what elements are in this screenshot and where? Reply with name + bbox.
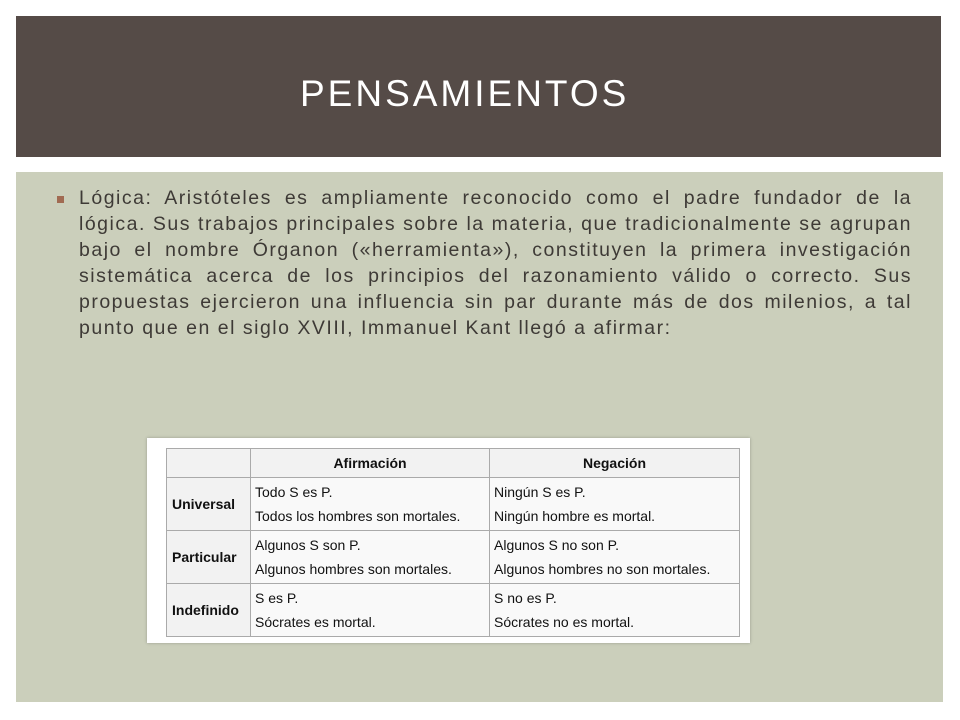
table-image-frame bbox=[147, 438, 750, 643]
header-negation: Negación bbox=[490, 449, 740, 478]
cell-negate bbox=[490, 584, 740, 637]
cell-line: Algunos hombres no son mortales. bbox=[494, 561, 711, 577]
cell-line: Sócrates es mortal. bbox=[255, 614, 376, 630]
cell-line: Algunos S no son P. bbox=[494, 537, 620, 553]
cell-line: S no es P. bbox=[494, 590, 557, 606]
logic-table bbox=[166, 448, 740, 637]
cell-negate bbox=[490, 478, 740, 531]
cell-line: Todos los hombres son mortales. bbox=[255, 508, 461, 524]
bullet-paragraph bbox=[57, 185, 912, 341]
cell-affirm bbox=[251, 584, 490, 637]
row-label: Indefinido bbox=[167, 584, 251, 637]
cell-line: Algunos S son P. bbox=[255, 537, 361, 553]
cell-line: Todo S es P. bbox=[255, 484, 333, 500]
header-affirmation: Afirmación bbox=[251, 449, 490, 478]
cell-affirm bbox=[251, 531, 490, 584]
cell-line: Ningún S es P. bbox=[494, 484, 586, 500]
table-header-row bbox=[167, 449, 740, 478]
cell-negate bbox=[490, 531, 740, 584]
row-label: Universal bbox=[167, 478, 251, 531]
cell-line: Sócrates no es mortal. bbox=[494, 614, 635, 630]
header-corner bbox=[167, 449, 251, 478]
cell-affirm bbox=[251, 478, 490, 531]
bullet-text: Lógica: Aristóteles es ampliamente reconocido como el padre fundador de la lógica. Sus trabajos principales sobre la materia, que tradicionalmente se agrupan bajo el nombre Órganon («herramienta»), constituyen la primera investigación sistemática acerca de los principios del razonamiento válido o correcto. Sus propuestas ejercieron una influencia sin par durante más de dos milenios, a tal punto que en el siglo XVIII, Immanuel Kant llegó a afirmar: bbox=[79, 187, 912, 339]
table-row-indefinido bbox=[167, 584, 740, 637]
row-label: Particular bbox=[167, 531, 251, 584]
cell-line: S es P. bbox=[255, 590, 299, 606]
cell-line: Algunos hombres son mortales. bbox=[255, 561, 452, 577]
square-bullet-icon bbox=[57, 196, 64, 203]
slide-title: PENSAMIENTOS bbox=[300, 73, 630, 114]
cell-line: Ningún hombre es mortal. bbox=[494, 508, 656, 524]
table-row-particular bbox=[167, 531, 740, 584]
table-row-universal bbox=[167, 478, 740, 531]
